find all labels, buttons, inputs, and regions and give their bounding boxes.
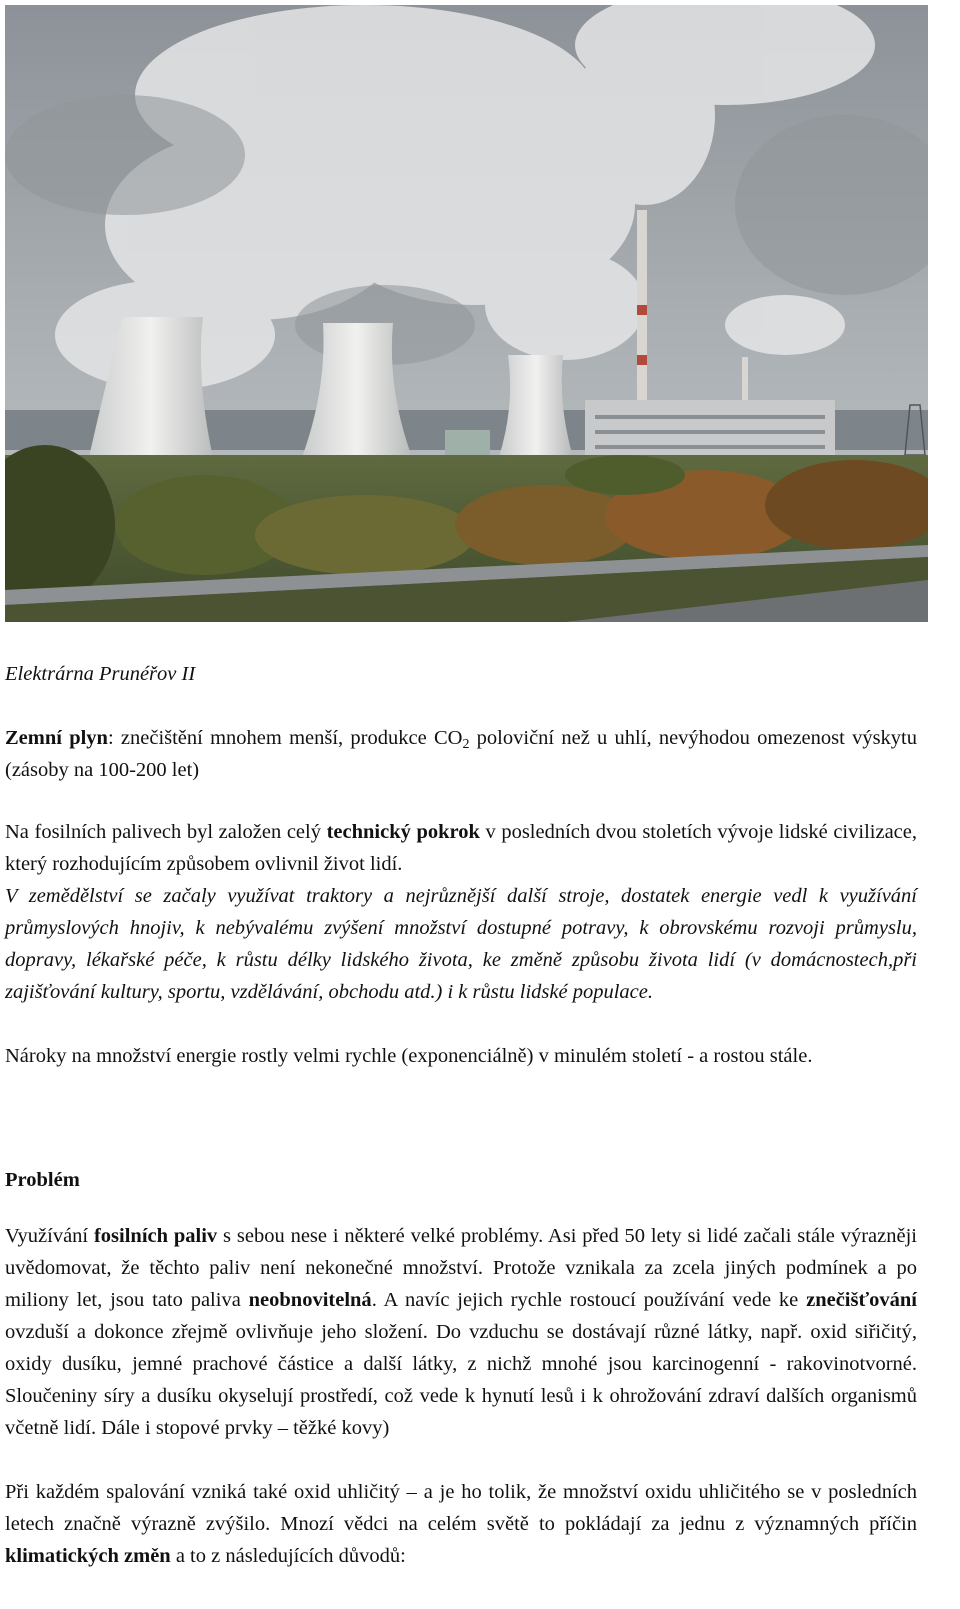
natural-gas-term: Zemní plyn (5, 727, 108, 749)
co2-paragraph: Při každém spalování vzniká také oxid uhličitý – a je ho tolik, že množství oxidu uhličitého se v posledních letech značně výrazně zvýšilo. Mnozí vědci na celém světě to pokládají za jednu z významných příčin klimatických změn a to z následujících důvodů: (5, 1481, 917, 1567)
technical-progress-paragraph: Na fosilních palivech byl založen celý technický pokrok v posledních dvou stoletích vývoje lidské civilizace, který rozhodujícím způsobem ovlivnil život lidí. (5, 821, 917, 875)
cooling-tower-right (499, 355, 573, 457)
problem-heading: Problém (5, 1169, 80, 1191)
natural-gas-paragraph: Zemní plyn: znečištění mnohem menší, produkce $CO_2$ poloviční než u uhlí, nevýhodou omezenost výskytu (zásoby na 100-200 let) (5, 727, 917, 781)
power-plant-photo (5, 5, 928, 622)
agriculture-paragraph: V zemědělství se začaly využívat traktory a nejrůznější další stroje, dostatek energie vedl k využívání průmyslových hnojiv, k nebývalému zvýšení množství dostupné potravy, k obrovskému rozvoji průmyslu, dopravy, lékařské péče, k růstu délky lidského života, ke změně způsobu života lidí (v domácnostech,při zajišťování kultury, sportu, vzdělávání, obchodu atd.) i k růstu lidské populace. (5, 885, 917, 1003)
problem-paragraph: Využívání fosilních paliv s sebou nese i některé velké problémy. Asi před 50 lety si lidé začali stále výrazněji uvědomovat, že těchto paliv není nekonečné množství. Protože vznikala za zcela jiných podmínek a po miliony let, jsou tato paliva neobnovitelná. A navíc jejich rychle rostoucí používání vede ke znečišťování ovzduší a dokonce zřejmě ovlivňuje jeho složení. Do vzduchu se dostávají různé látky, např. oxid siřičitý, oxidy dusíku, jemné prachové částice a další látky, z nichž mnohé jsou karcinogenní - rakovinotvorné. Sloučeniny síry a dusíku okyselují prostředí, což vede k hynutí lesů i k ohrožování zdraví dalších organismů včetně lidí. Dále i stopové prvky – těžké kovy) (5, 1225, 917, 1439)
photo-caption: Elektrárna Prunéřov II (5, 663, 196, 685)
chimney-short (742, 357, 748, 407)
energy-demand-paragraph: Nároky na množství energie rostly velmi rychle (exponenciálně) v minulém století - a rostou stále. (5, 1045, 813, 1067)
